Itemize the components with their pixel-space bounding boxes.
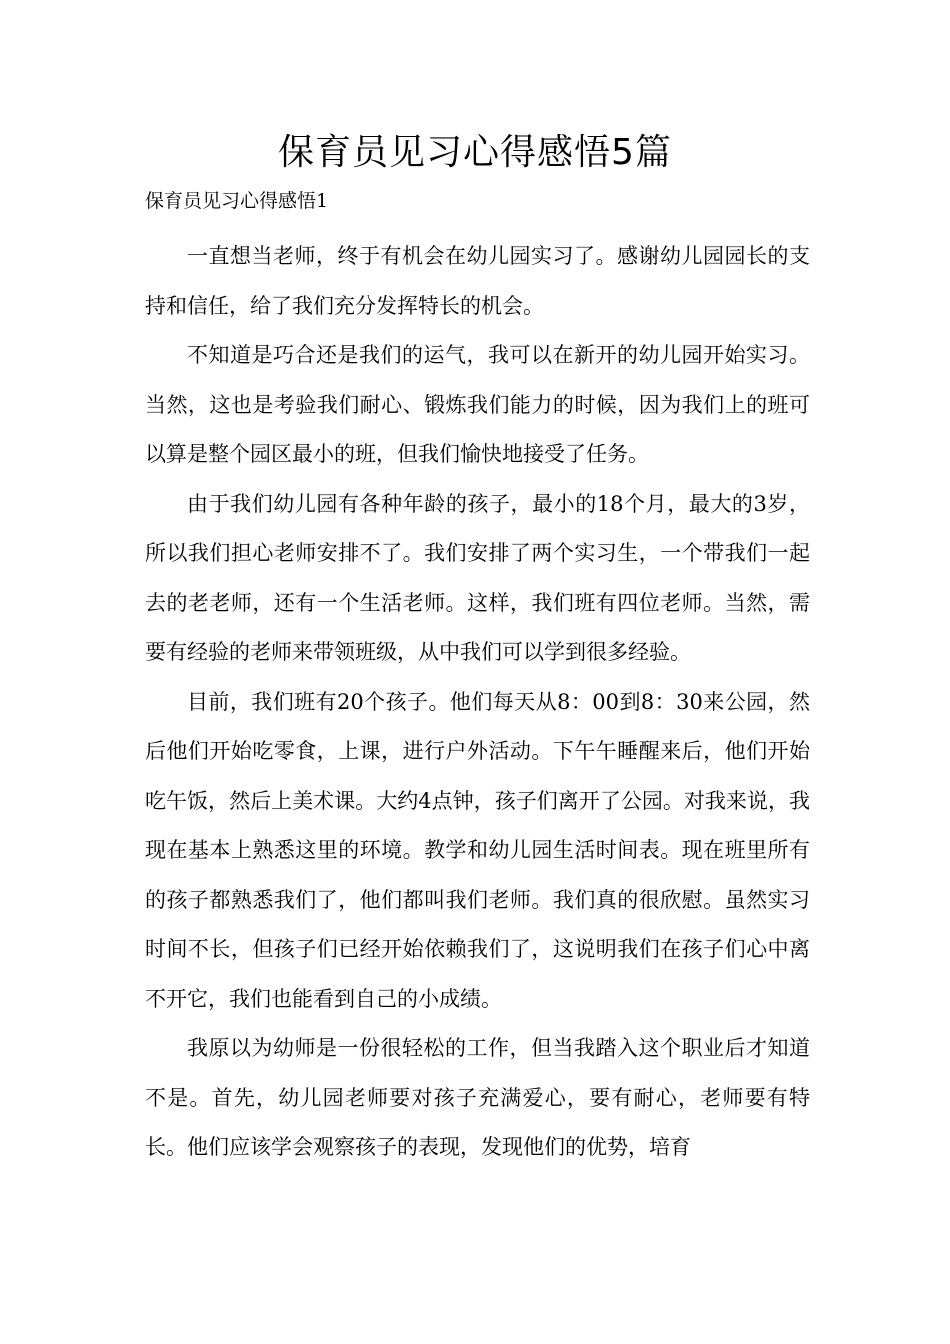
paragraph: 由于我们幼儿园有各种年龄的孩子，最小的18个月，最大的3岁，所以我们担心老师安排不了。我们安排了两个实习生，一个带我们一起去的老老师，还有一个生活老师。这样，我们班有四位老师。当然，需要有经验的老师来带领班级，从中我们可以学到很多经验。 [145,491,810,664]
section-heading: 保育员见习心得感悟1 [145,190,329,212]
paragraph: 我原以为幼师是一份很轻松的工作，但当我踏入这个职业后才知道不是。首先，幼儿园老师要对孩子充满爱心，要有耐心，老师要有特长。他们应该学会观察孩子的表现，发现他们的优势，培育 [145,1036,810,1159]
paragraph: 目前，我们班有20个孩子。他们每天从8：00到8：30来公园，然后他们开始吃零食，上课，进行户外活动。下午午睡醒来后，他们开始吃午饭，然后上美术课。大约4点钟，孩子们离开了公园。对我来说，我现在基本上熟悉这里的环境。教学和幼儿园生活时间表。现在班里所有的孩子都熟悉我们了，他们都叫我们老师。我们真的很欣慰。虽然实习时间不长，但孩子们已经开始依赖我们了，这说明我们在孩子们心中离不开它，我们也能看到自己的小成绩。 [145,689,810,1011]
document-title: 保育员见习心得感悟5篇 [278,132,672,173]
paragraph: 不知道是巧合还是我们的运气，我可以在新开的幼儿园开始实习。当然，这也是考验我们耐心、锻炼我们能力的时候，因为我们上的班可以算是整个园区最小的班，但我们愉快地接受了任务。 [145,343,810,466]
paragraph: 一直想当老师，终于有机会在幼儿园实习了。感谢幼儿园园长的支持和信任，给了我们充分发挥特长的机会。 [145,244,810,318]
document-body [145,232,810,1173]
